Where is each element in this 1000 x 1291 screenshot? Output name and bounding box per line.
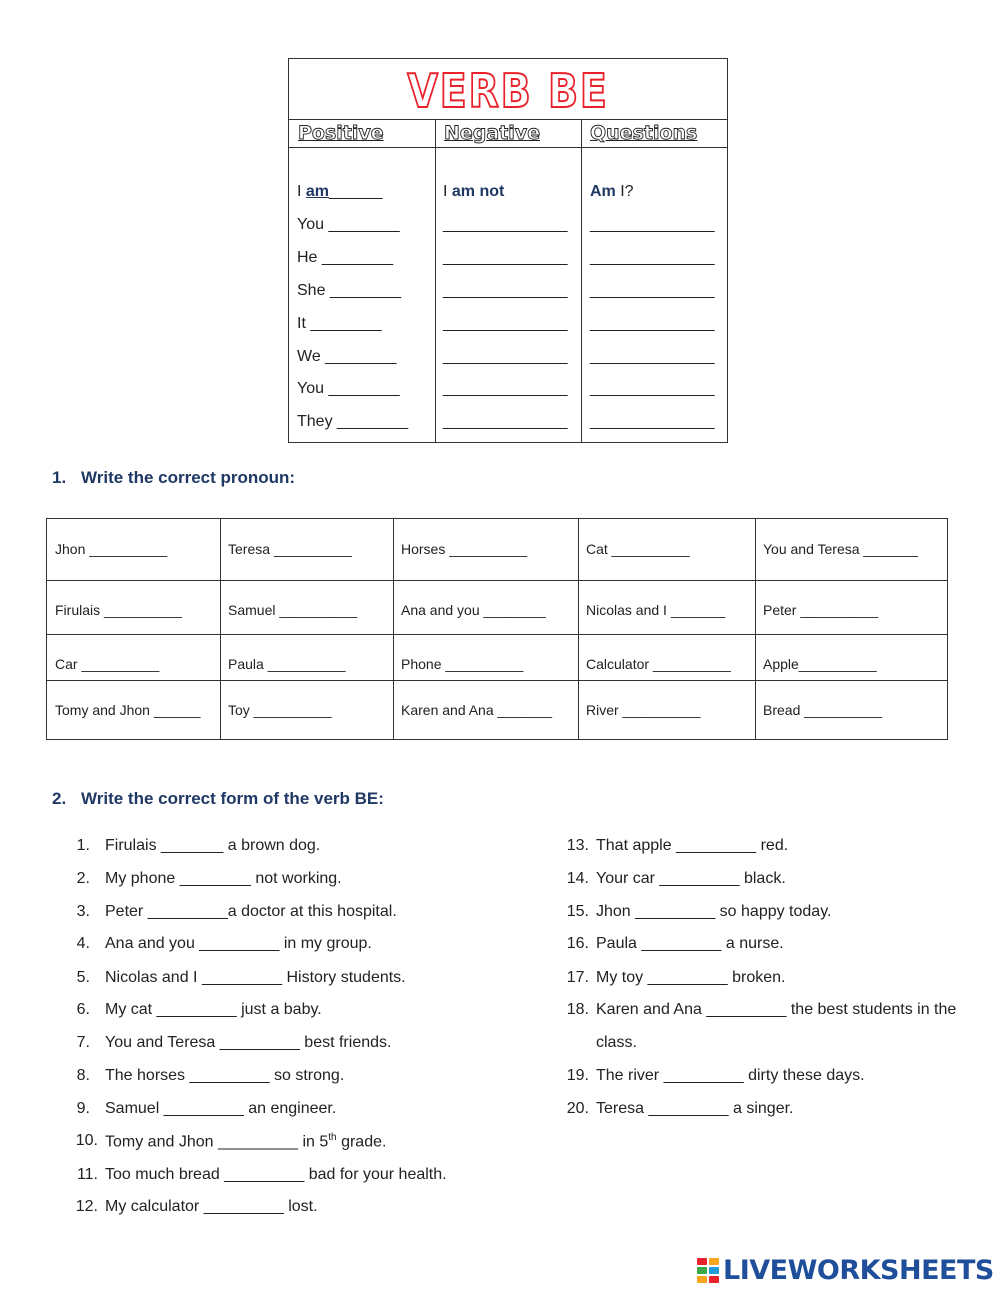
positive-row[interactable]: You ________ bbox=[297, 380, 400, 397]
answer-am-not: am not bbox=[451, 183, 505, 200]
exercise-sentence[interactable]: My calculator _________ lost. bbox=[105, 1198, 318, 1215]
question-blank[interactable]: ______________ bbox=[590, 380, 715, 397]
exercise-number: 2. bbox=[76, 870, 90, 887]
pronoun-cell[interactable]: Firulais __________ bbox=[55, 602, 182, 618]
pronoun-cell[interactable]: Karen and Ana _______ bbox=[401, 702, 553, 718]
header-positive: Positive bbox=[298, 122, 384, 144]
negative-row-i bbox=[443, 180, 504, 204]
exercise-sentence[interactable]: Nicolas and I _________ History students. bbox=[105, 969, 406, 986]
negative-blank[interactable]: ______________ bbox=[443, 348, 568, 365]
positive-row[interactable]: You ________ bbox=[297, 216, 400, 233]
exercise-sentence[interactable]: Samuel _________ an engineer. bbox=[105, 1100, 337, 1117]
exercise-sentence[interactable]: Jhon _________ so happy today. bbox=[596, 903, 832, 920]
exercise-number: 9. bbox=[76, 1100, 90, 1117]
exercise-number: 19. bbox=[566, 1067, 589, 1084]
exercise-number: 12. bbox=[75, 1198, 98, 1215]
pronoun-cell[interactable]: Horses __________ bbox=[401, 541, 528, 557]
pronoun-cell[interactable]: You and Teresa _______ bbox=[763, 541, 918, 557]
positive-row[interactable]: It ________ bbox=[297, 315, 382, 332]
question-blank[interactable]: ______________ bbox=[590, 413, 715, 430]
pronoun-cell[interactable]: Tomy and Jhon ______ bbox=[55, 702, 201, 718]
positive-row[interactable]: We ________ bbox=[297, 348, 397, 365]
pronoun-cell[interactable]: Phone __________ bbox=[401, 656, 524, 672]
exercise-sentence[interactable]: You and Teresa _________ best friends. bbox=[105, 1034, 392, 1051]
exercise-sentence[interactable]: Karen and Ana _________ the best students in the bbox=[596, 1001, 957, 1018]
sentence-text: Tomy and Jhon _________ in 5 bbox=[105, 1133, 329, 1151]
question-blank[interactable]: ______________ bbox=[590, 282, 715, 299]
exercise-sentence[interactable]: My cat _________ just a baby. bbox=[105, 1001, 322, 1018]
exercise-number: 16. bbox=[566, 935, 589, 952]
pronoun-cell[interactable]: Jhon __________ bbox=[55, 541, 168, 557]
positive-row[interactable]: He ________ bbox=[297, 249, 394, 266]
exercise-number: 15. bbox=[566, 903, 589, 920]
exercise-number: 13. bbox=[566, 837, 589, 854]
header-questions: Questions bbox=[590, 122, 698, 144]
pronoun-cell[interactable]: Ana and you ________ bbox=[401, 602, 546, 618]
exercise-number: 5. bbox=[76, 969, 90, 986]
exercise-sentence-continued: class. bbox=[596, 1034, 637, 1051]
exercise-sentence[interactable]: Peter _________a doctor at this hospital. bbox=[105, 903, 397, 920]
pronoun-cell[interactable]: River __________ bbox=[586, 702, 701, 718]
exercise-sentence[interactable]: The horses _________ so strong. bbox=[105, 1067, 345, 1084]
exercise-sentence[interactable]: Teresa _________ a singer. bbox=[596, 1100, 794, 1117]
question-blank[interactable]: ______________ bbox=[590, 249, 715, 266]
positive-row[interactable]: She ________ bbox=[297, 282, 402, 299]
question-blank[interactable]: ______________ bbox=[590, 216, 715, 233]
liveworksheets-blocks-icon bbox=[697, 1258, 721, 1284]
question-blank[interactable]: ______________ bbox=[590, 348, 715, 365]
table-divider bbox=[581, 119, 582, 442]
table-divider bbox=[755, 519, 756, 739]
pronoun-cell[interactable]: Cat __________ bbox=[586, 541, 690, 557]
table-divider bbox=[220, 519, 221, 739]
exercise-number: 3. bbox=[76, 903, 90, 920]
exercise-number: 11. bbox=[76, 1166, 98, 1183]
negative-blank[interactable]: ______________ bbox=[443, 282, 568, 299]
table-divider bbox=[435, 119, 436, 442]
answer-am: am bbox=[305, 183, 330, 200]
pronoun-cell[interactable]: Car __________ bbox=[55, 656, 160, 672]
exercise-number: 1. bbox=[76, 837, 90, 854]
verb-be-title: VERB BE bbox=[407, 64, 609, 118]
negative-blank[interactable]: ______________ bbox=[443, 413, 568, 430]
pronoun-cell[interactable]: Peter __________ bbox=[763, 602, 879, 618]
header-negative: Negative bbox=[444, 122, 541, 144]
pronoun-cell[interactable]: Teresa __________ bbox=[228, 541, 352, 557]
exercise-sentence[interactable] bbox=[105, 1132, 386, 1151]
exercise-number: 6. bbox=[76, 1001, 90, 1018]
table-divider bbox=[289, 147, 727, 148]
pronoun-cell[interactable]: Calculator __________ bbox=[586, 656, 731, 672]
exercise-sentence[interactable]: Paula _________ a nurse. bbox=[596, 935, 784, 952]
pronoun-cell[interactable]: Paula __________ bbox=[228, 656, 346, 672]
exercise-number: 10. bbox=[75, 1132, 98, 1149]
pronoun-cell[interactable]: Apple__________ bbox=[763, 656, 877, 672]
exercise-sentence[interactable]: My phone ________ not working. bbox=[105, 870, 342, 887]
exercise-sentence[interactable]: Your car _________ black. bbox=[596, 870, 786, 887]
exercise-sentence[interactable]: Firulais _______ a brown dog. bbox=[105, 837, 321, 854]
positive-row-i bbox=[297, 180, 382, 204]
section-1-title: Write the correct pronoun: bbox=[81, 468, 296, 487]
exercise-sentence[interactable]: That apple _________ red. bbox=[596, 837, 789, 854]
positive-row[interactable]: They ________ bbox=[297, 413, 409, 430]
question-blank[interactable]: ______________ bbox=[590, 315, 715, 332]
sentence-text: grade. bbox=[336, 1133, 387, 1151]
exercise-sentence[interactable]: My toy _________ broken. bbox=[596, 969, 786, 986]
exercise-number: 17. bbox=[566, 969, 589, 986]
exercise-sentence[interactable]: Too much bread _________ bad for your health. bbox=[105, 1166, 447, 1183]
pronoun-cell[interactable]: Bread __________ bbox=[763, 702, 883, 718]
table-divider bbox=[47, 634, 947, 635]
pronoun-cell[interactable]: Toy __________ bbox=[228, 702, 332, 718]
exercise-sentence[interactable]: The river _________ dirty these days. bbox=[596, 1067, 865, 1084]
exercise-sentence[interactable]: Ana and you _________ in my group. bbox=[105, 935, 372, 952]
pronoun-cell[interactable]: Samuel __________ bbox=[228, 602, 358, 618]
negative-blank[interactable]: ______________ bbox=[443, 380, 568, 397]
pronoun-cell[interactable]: Nicolas and I _______ bbox=[586, 602, 726, 618]
negative-blank[interactable]: ______________ bbox=[443, 249, 568, 266]
answer-blank: ______ bbox=[329, 183, 383, 200]
table-divider bbox=[47, 680, 947, 681]
section-2-number: 2. bbox=[52, 789, 67, 808]
exercise-number: 14. bbox=[566, 870, 589, 887]
negative-blank[interactable]: ______________ bbox=[443, 216, 568, 233]
table-divider bbox=[578, 519, 579, 739]
pronoun-label: I bbox=[297, 183, 306, 200]
liveworksheets-wordmark: LIVEWORKSHEETS bbox=[723, 1255, 994, 1286]
table-divider bbox=[393, 519, 394, 739]
exercise-number: 7. bbox=[76, 1034, 90, 1051]
pronoun-table bbox=[46, 518, 948, 740]
exercise-number: 20. bbox=[566, 1100, 589, 1117]
exercise-number: 8. bbox=[76, 1067, 90, 1084]
section-2-title: Write the correct form of the verb BE: bbox=[81, 789, 384, 808]
question-row-i bbox=[590, 180, 634, 204]
table-divider bbox=[47, 580, 947, 581]
section-1-number: 1. bbox=[52, 468, 67, 487]
negative-blank[interactable]: ______________ bbox=[443, 315, 568, 332]
pronoun-label: I bbox=[443, 183, 452, 200]
exercise-number: 18. bbox=[566, 1001, 589, 1018]
answer-am-question: Am bbox=[590, 183, 616, 200]
ordinal-suffix: th bbox=[328, 1132, 337, 1143]
liveworksheets-logo bbox=[697, 1254, 993, 1288]
exercise-number: 4. bbox=[76, 935, 90, 952]
verb-be-table bbox=[288, 58, 728, 443]
question-pronoun: I? bbox=[615, 183, 634, 200]
